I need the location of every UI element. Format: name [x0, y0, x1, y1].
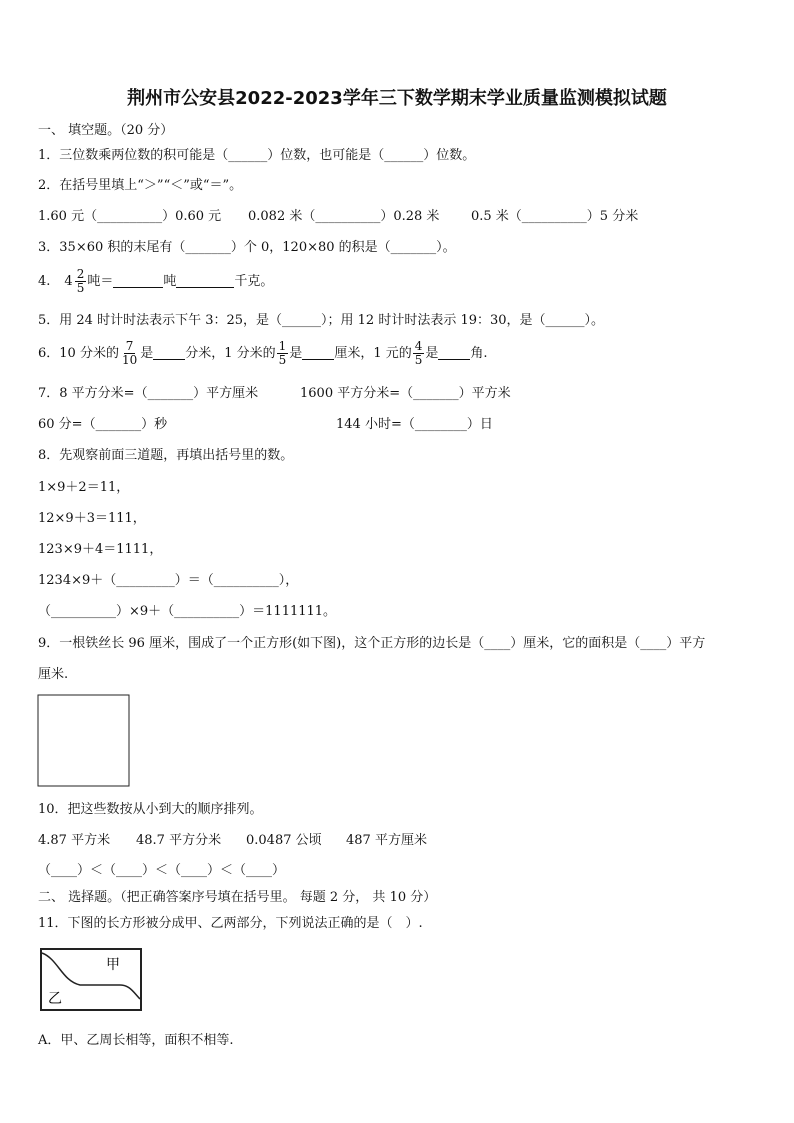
numerator: 1	[278, 339, 287, 353]
question-4-text: 吨＝	[87, 273, 114, 289]
question-2-item-3: 0.5 米（__________）5 分米	[471, 209, 639, 224]
question-6-text: 角.	[470, 345, 488, 361]
answer-blank[interactable]	[302, 347, 334, 360]
answer-blank[interactable]	[153, 347, 185, 360]
denominator: 5	[76, 280, 85, 295]
question-7-part-1: 7．8 平方分米=（_______）平方厘米	[38, 386, 259, 401]
question-6-text: 是	[289, 345, 303, 361]
question-4-number: 4.	[38, 273, 51, 289]
question-2-item-2: 0.082 米（__________）0.28 米	[248, 209, 440, 224]
question-7-part-4: 144 小时=（________）日	[336, 417, 493, 432]
mixed-number	[64, 268, 87, 294]
question-6-text: 6．10 分米的	[38, 345, 119, 361]
question-8-line-3: 123×9＋4＝1111，	[38, 542, 163, 557]
question-2: 2．在括号里填上“＞”“＜”或“＝”。	[38, 178, 243, 193]
figure-label-jia: 甲	[106, 957, 120, 973]
mixed-whole: 4	[64, 273, 73, 289]
answer-blank[interactable]	[176, 275, 234, 288]
fraction	[277, 340, 289, 366]
question-6-text: 分米，1 分米的	[185, 345, 276, 361]
question-2-item-1: 1.60 元（__________）0.60 元	[38, 209, 222, 224]
question-5: 5．用 24 时计时法表示下午 3：25，是（______）；用 12 时计时法表示 19：30，是（______）。	[38, 313, 605, 328]
question-10-item-2: 48.7 平方分米	[136, 833, 222, 848]
question-6-text: 是	[140, 345, 154, 361]
question-4-text: 千克。	[234, 273, 274, 289]
numerator: 4	[414, 339, 423, 353]
square-figure	[37, 694, 131, 788]
figure-label-yi: 乙	[48, 991, 62, 1007]
question-6-text: 厘米，1 元的	[334, 345, 412, 361]
numerator: 7	[125, 339, 134, 353]
question-8-line-4: 1234×9＋（_________）＝（__________），	[38, 573, 299, 588]
rectangle-split-figure	[40, 947, 145, 1013]
question-10-order: （____）＜（____）＜（____）＜（____）	[38, 863, 286, 878]
question-7-part-2: 1600 平方分米=（_______）平方米	[300, 386, 511, 401]
question-1: 1．三位数乘两位数的积可能是（______）位数，也可能是（______）位数。	[38, 148, 476, 163]
question-10-item-1: 4.87 平方米	[38, 833, 111, 848]
page-title: 荆州市公安县2022-2023学年三下数学期末学业质量监测模拟试题	[127, 88, 667, 109]
answer-blank[interactable]	[113, 275, 163, 288]
question-8: 8．先观察前面三道题，再填出括号里的数。	[38, 448, 294, 463]
fraction	[120, 340, 139, 366]
question-10: 10．把这些数按从小到大的顺序排列。	[38, 802, 263, 817]
question-9-line-2: 厘米.	[38, 667, 69, 682]
fraction	[413, 340, 425, 366]
question-11: 11．下图的长方形被分成甲、乙两部分，下列说法正确的是（ ）.	[38, 916, 423, 931]
question-8-line-5: （__________）×9＋（__________）＝1111111。	[38, 604, 337, 619]
question-9-line-1: 9．一根铁丝长 96 厘米，围成了一个正方形(如下图)，这个正方形的边长是（____）厘米，它的面积是（____）平方	[38, 636, 706, 651]
question-8-line-1: 1×9＋2＝11，	[38, 480, 130, 495]
section-heading-choice: 二、 选择题。（把正确答案序号填在括号里。 每题 2 分， 共 10 分）	[38, 890, 437, 905]
section-heading-fill-blank: 一、 填空题。（20 分）	[38, 123, 174, 138]
denominator: 5	[414, 352, 423, 367]
question-8-line-2: 12×9＋3＝111，	[38, 511, 146, 526]
answer-blank[interactable]	[438, 347, 470, 360]
question-10-item-4: 487 平方厘米	[346, 833, 427, 848]
question-6	[38, 340, 488, 366]
denominator: 10	[121, 352, 138, 367]
question-7-part-3: 60 分=（_______）秒	[38, 417, 168, 432]
fraction	[75, 268, 87, 294]
question-6-text: 是	[425, 345, 439, 361]
question-4	[38, 268, 273, 294]
question-4-text: 吨	[163, 273, 177, 289]
question-11-option-a: A．甲、乙周长相等，面积不相等.	[38, 1033, 234, 1048]
denominator: 5	[278, 352, 287, 367]
numerator: 2	[76, 267, 85, 281]
question-3: 3．35×60 积的末尾有（_______）个 0，120×80 的积是（_______）。	[38, 240, 456, 255]
question-10-item-3: 0.0487 公顷	[246, 833, 322, 848]
